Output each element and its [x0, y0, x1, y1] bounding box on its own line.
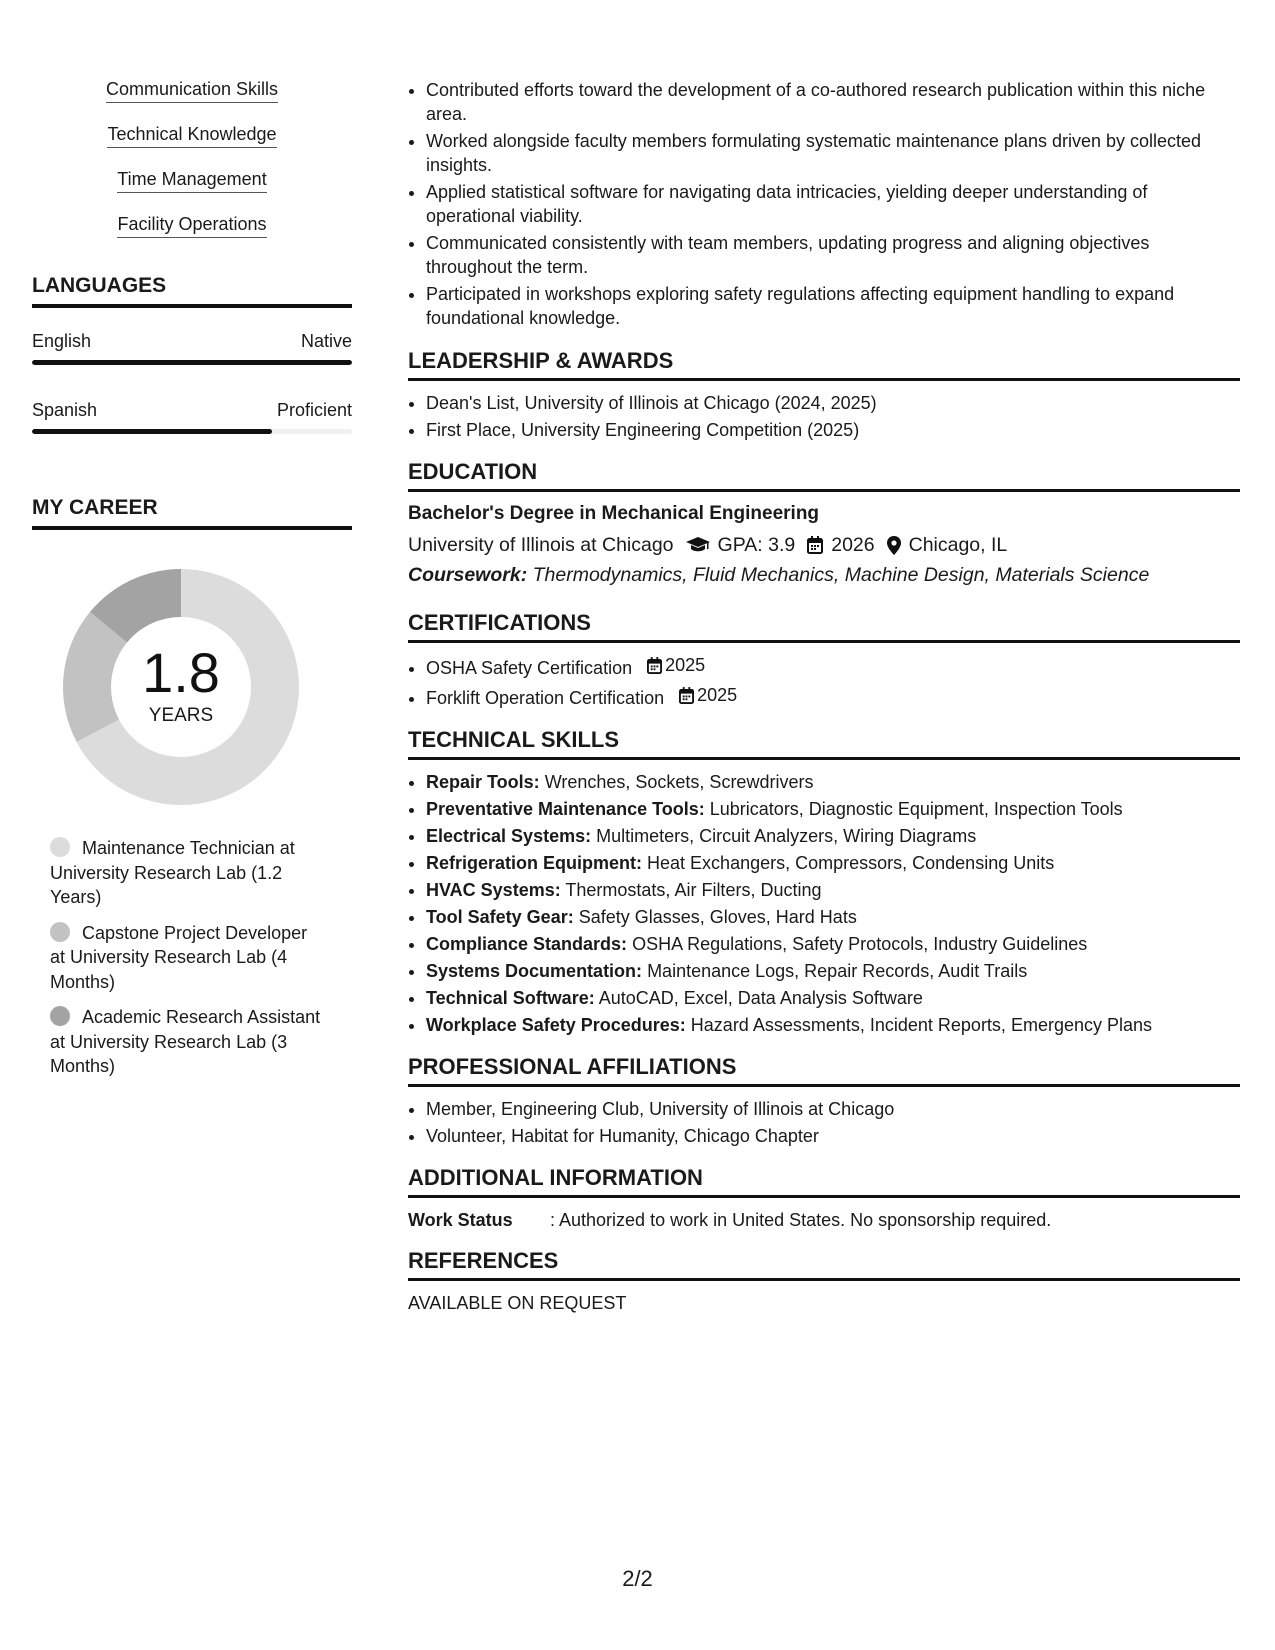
language-bar-fill	[32, 429, 272, 434]
references-heading: REFERENCES	[408, 1248, 1240, 1281]
language-name: English	[32, 331, 92, 351]
leadership-item: • Dean's List, University of Illinois at Chicago (2024, 2025)	[426, 391, 1240, 416]
career-total: 1.8	[142, 641, 220, 704]
language-name: Spanish	[32, 400, 98, 420]
graduation-cap-icon	[686, 537, 710, 553]
calendar-icon	[679, 687, 694, 704]
technical-skill-label: Systems Documentation:	[426, 961, 643, 981]
language-level: Proficient	[276, 400, 352, 420]
technical-skill-item	[426, 851, 1240, 876]
technical-skill-item	[426, 797, 1240, 822]
technical-skills-list	[408, 770, 1240, 1038]
technical-skill-item	[426, 986, 1240, 1011]
technical-skill-item	[426, 932, 1240, 957]
coursework	[408, 562, 1240, 588]
affiliations-list	[408, 1097, 1240, 1149]
technical-skills-section	[408, 727, 1240, 1038]
language-bar	[32, 360, 352, 365]
certification-year: 2025	[665, 655, 706, 675]
career-legend-item	[50, 921, 322, 995]
technical-skill-label: Technical Software:	[426, 988, 595, 1008]
education-section	[408, 459, 1240, 588]
skill-tag: Time Management	[117, 168, 266, 193]
language-bar	[32, 429, 352, 434]
technical-skill-label: Workplace Safety Procedures:	[426, 1015, 686, 1035]
leadership-item: • First Place, University Engineering Competition (2025)	[426, 418, 1240, 443]
technical-skill-value: Lubricators, Diagnostic Equipment, Inspection Tools	[709, 799, 1123, 819]
technical-skill-value: Heat Exchangers, Compressors, Condensing Units	[647, 853, 1055, 873]
technical-skill-item	[426, 878, 1240, 903]
career-section	[32, 496, 352, 1079]
additional-info-heading: ADDITIONAL INFORMATION	[408, 1165, 1240, 1198]
language-item	[32, 330, 352, 365]
graduation-year: 2026	[831, 534, 875, 556]
coursework-list: Thermodynamics, Fluid Mechanics, Machine Design, Materials Science	[532, 564, 1150, 586]
certification-year: 2025	[697, 685, 738, 705]
technical-skill-value: OSHA Regulations, Safety Protocols, Industry Guidelines	[632, 934, 1088, 954]
technical-skills-heading: TECHNICAL SKILLS	[408, 727, 1240, 760]
experience-bullet: • Communicated consistently with team members, updating progress and aligning objectives throughout the term.	[426, 231, 1240, 279]
skill-tag: Technical Knowledge	[107, 123, 276, 148]
legend-dot	[50, 837, 70, 857]
career-donut-chart	[56, 562, 306, 812]
career-legend-label: Maintenance Technician at University Research Lab (1.2 Years)	[50, 838, 295, 907]
technical-skill-label: Refrigeration Equipment:	[426, 853, 643, 873]
skill-tag: Facility Operations	[117, 213, 266, 238]
calendar-icon	[807, 536, 823, 554]
skill-tags	[32, 78, 352, 238]
legend-dot	[50, 922, 70, 942]
technical-skill-value: Wrenches, Sockets, Screwdrivers	[544, 772, 814, 792]
leadership-list	[408, 391, 1240, 443]
language-item	[32, 399, 352, 434]
technical-skill-item	[426, 824, 1240, 849]
calendar-icon	[647, 657, 662, 674]
career-unit: YEARS	[148, 705, 214, 726]
career-legend-item	[50, 1005, 322, 1079]
technical-skill-value: Safety Glasses, Gloves, Hard Hats	[578, 907, 857, 927]
certification-name: OSHA Safety Certification	[426, 658, 633, 678]
career-legend-label: Academic Research Assistant at University Research Lab (3 Months)	[50, 1007, 321, 1076]
certifications-heading: CERTIFICATIONS	[408, 610, 1240, 643]
technical-skill-item	[426, 959, 1240, 984]
career-heading: MY CAREER	[32, 496, 352, 530]
experience-bullets	[408, 78, 1240, 330]
technical-skill-label: Tool Safety Gear:	[426, 907, 574, 927]
technical-skill-item	[426, 1013, 1240, 1038]
work-status-value: : Authorized to work in United States. No sponsorship required.	[550, 1210, 1052, 1230]
sidebar	[32, 78, 352, 1090]
legend-dot	[50, 1006, 70, 1026]
certification-item	[426, 683, 1240, 711]
references-text: AVAILABLE ON REQUEST	[408, 1293, 627, 1313]
career-legend-item	[50, 836, 322, 910]
gpa: GPA: 3.9	[717, 534, 796, 556]
technical-skill-value: Maintenance Logs, Repair Records, Audit Trails	[647, 961, 1028, 981]
career-legend-label: Capstone Project Developer at University Research Lab (4 Months)	[50, 922, 308, 992]
leadership-heading: LEADERSHIP & AWARDS	[408, 348, 1240, 381]
technical-skill-item	[426, 905, 1240, 930]
language-list	[32, 330, 352, 434]
page-number: 2/2	[622, 1566, 653, 1591]
experience-bullet: • Applied statistical software for navigating data intricacies, yielding deeper understanding of operational viability.	[426, 180, 1240, 228]
languages-heading: LANGUAGES	[32, 274, 352, 308]
degree-title: Bachelor's Degree in Mechanical Engineering	[408, 503, 820, 524]
additional-info-section	[408, 1165, 1240, 1232]
leadership-section	[408, 348, 1240, 443]
references-section	[408, 1248, 1240, 1315]
affiliations-section	[408, 1054, 1240, 1149]
skill-tag: Communication Skills	[106, 78, 278, 103]
affiliations-heading: PROFESSIONAL AFFILIATIONS	[408, 1054, 1240, 1087]
affiliation-item: • Member, Engineering Club, University of Illinois at Chicago	[426, 1097, 1240, 1122]
map-pin-icon	[887, 536, 901, 555]
main-content	[408, 78, 1240, 1315]
technical-skill-label: Preventative Maintenance Tools:	[426, 799, 705, 819]
work-status-row	[408, 1208, 1240, 1232]
experience-bullet: • Worked alongside faculty members formulating systematic maintenance plans driven by collected insights.	[426, 129, 1240, 177]
technical-skill-value: Hazard Assessments, Incident Reports, Emergency Plans	[690, 1015, 1153, 1035]
technical-skill-label: HVAC Systems:	[426, 880, 561, 900]
location: Chicago, IL	[908, 534, 1008, 556]
coursework-label: Coursework:	[408, 564, 528, 586]
career-legend	[50, 836, 322, 1079]
education-heading: EDUCATION	[408, 459, 1240, 492]
languages-section	[32, 274, 352, 434]
work-status-label: Work Status	[408, 1210, 513, 1230]
language-bar-fill	[32, 360, 352, 365]
technical-skill-label: Compliance Standards:	[426, 934, 628, 954]
technical-skill-item	[426, 770, 1240, 795]
school-name: University of Illinois at Chicago	[408, 534, 674, 556]
certifications-list	[408, 653, 1240, 711]
affiliation-item: • Volunteer, Habitat for Humanity, Chicago Chapter	[426, 1124, 1240, 1149]
experience-bullet: • Contributed efforts toward the development of a co-authored research publication within this niche area.	[426, 78, 1240, 126]
technical-skill-value: Thermostats, Air Filters, Ducting	[565, 880, 822, 900]
certification-name: Forklift Operation Certification	[426, 688, 665, 708]
experience-bullet: • Participated in workshops exploring safety regulations affecting equipment handling to expand foundational knowledge.	[426, 282, 1240, 330]
technical-skill-label: Repair Tools:	[426, 772, 540, 792]
language-level: Native	[300, 331, 352, 351]
certification-item	[426, 653, 1240, 681]
technical-skill-label: Electrical Systems:	[426, 826, 592, 846]
certifications-section	[408, 610, 1240, 711]
education-details	[408, 532, 1240, 558]
technical-skill-value: Multimeters, Circuit Analyzers, Wiring Diagrams	[596, 826, 977, 846]
technical-skill-value: AutoCAD, Excel, Data Analysis Software	[598, 988, 923, 1008]
